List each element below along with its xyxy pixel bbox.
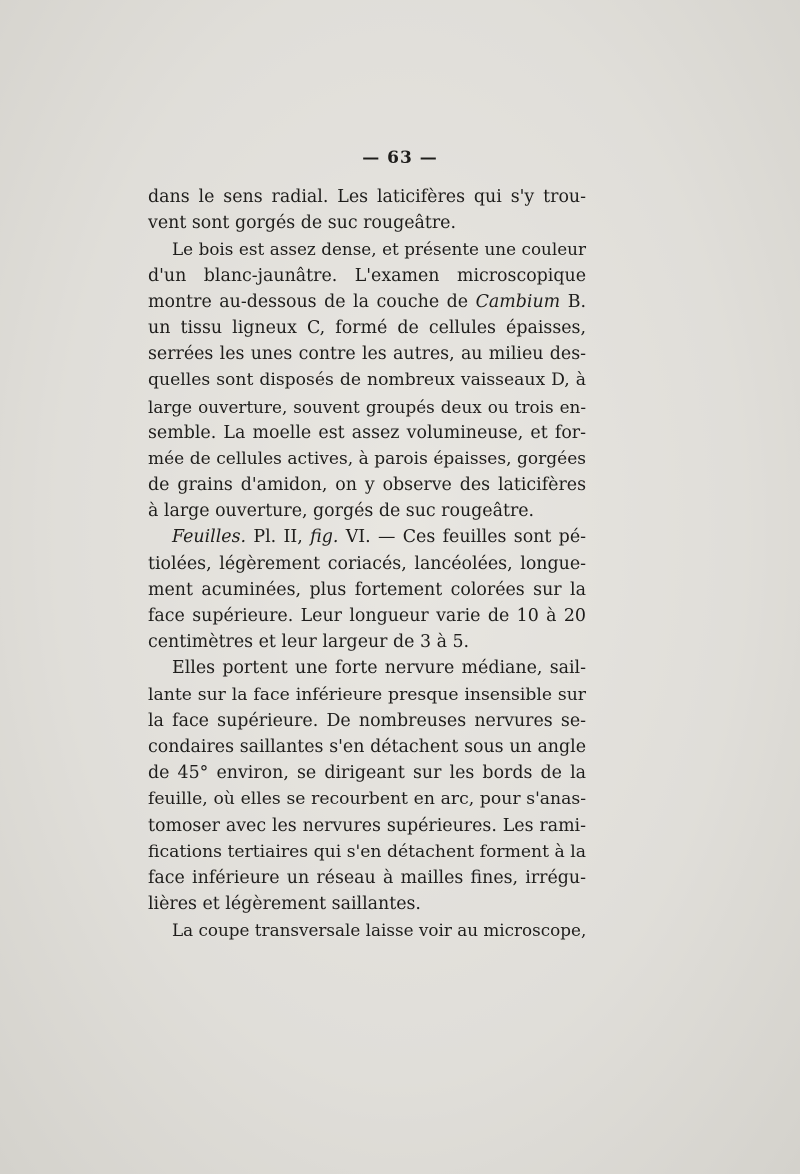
text-line: feuille, où elles se recourbent en arc, pour s'anas-	[148, 789, 586, 810]
paragraph-start-line: Elles portent une forte nervure médiane, sail-	[172, 658, 586, 679]
text-line: quelles sont disposés de nombreux vaisseaux D, à	[148, 370, 586, 391]
text-line: vent sont gorgés de suc rougeâtre.	[148, 213, 456, 234]
text-span: B.	[560, 291, 586, 312]
text-span: Pl. II,	[246, 527, 311, 548]
text-line: mée de cellules actives, à parois épaisses, gorgées	[148, 448, 586, 469]
text-line: face supérieure. Leur longueur varie de 10 à 20	[148, 606, 586, 626]
text-line: centimètres et leur largeur de 3 à 5.	[148, 632, 470, 653]
text-line: dans le sens radial. Les laticifères qui s'y trou-	[148, 187, 586, 207]
page-number: — 63 —	[362, 148, 438, 168]
text-line: face inférieure un réseau à mailles fines, irrégu-	[148, 867, 586, 888]
text-line: large ouverture, souvent groupés deux ou trois en-	[148, 396, 586, 417]
text-line: lante sur la face inférieure presque insensible sur	[148, 684, 586, 705]
text-line: d'un blanc-jaunâtre. L'examen microscopique	[148, 265, 586, 286]
text-span: VI. — Ces feuilles sont pé-	[338, 527, 586, 548]
italic-heading: Feuilles.	[172, 527, 247, 548]
text-line	[148, 289, 586, 315]
text-line: ment acuminées, plus fortement colorées sur la	[148, 579, 586, 600]
paragraph-start-line	[148, 524, 586, 550]
text-line: tomoser avec les nervures supérieures. Les rami-	[148, 815, 586, 836]
text-span: montre au-dessous de la couche de	[148, 291, 476, 312]
text-line: semble. La moelle est assez volumineuse, et for-	[148, 422, 586, 443]
text-line: lières et légèrement saillantes.	[148, 894, 421, 915]
italic-term: Cambium	[475, 291, 561, 312]
body-text	[148, 184, 586, 943]
text-line: serrées les unes contre les autres, au milieu des-	[148, 344, 586, 365]
text-line: fications tertiaires qui s'en détachent forment à la	[148, 841, 586, 862]
text-line: de 45° environ, se dirigeant sur les bords de la	[148, 763, 586, 784]
text-line: de grains d'amidon, on y observe des laticifères	[148, 475, 586, 496]
paragraph-start-line: Le bois est assez dense, et présente une couleur	[172, 239, 586, 260]
text-line: la face supérieure. De nombreuses nervures se-	[148, 710, 586, 731]
paragraph-start-line: La coupe transversale laisse voir au microscope,	[172, 920, 587, 941]
text-line: tiolées, légèrement coriacés, lancéolées, longue-	[148, 553, 586, 574]
text-line: à large ouverture, gorgés de suc rougeâtre.	[148, 501, 535, 522]
text-line: condaires saillantes s'en détachent sous un angle	[148, 736, 586, 757]
text-line: un tissu ligneux C, formé de cellules épaisses,	[148, 317, 586, 338]
italic-fig: fig.	[310, 527, 339, 548]
